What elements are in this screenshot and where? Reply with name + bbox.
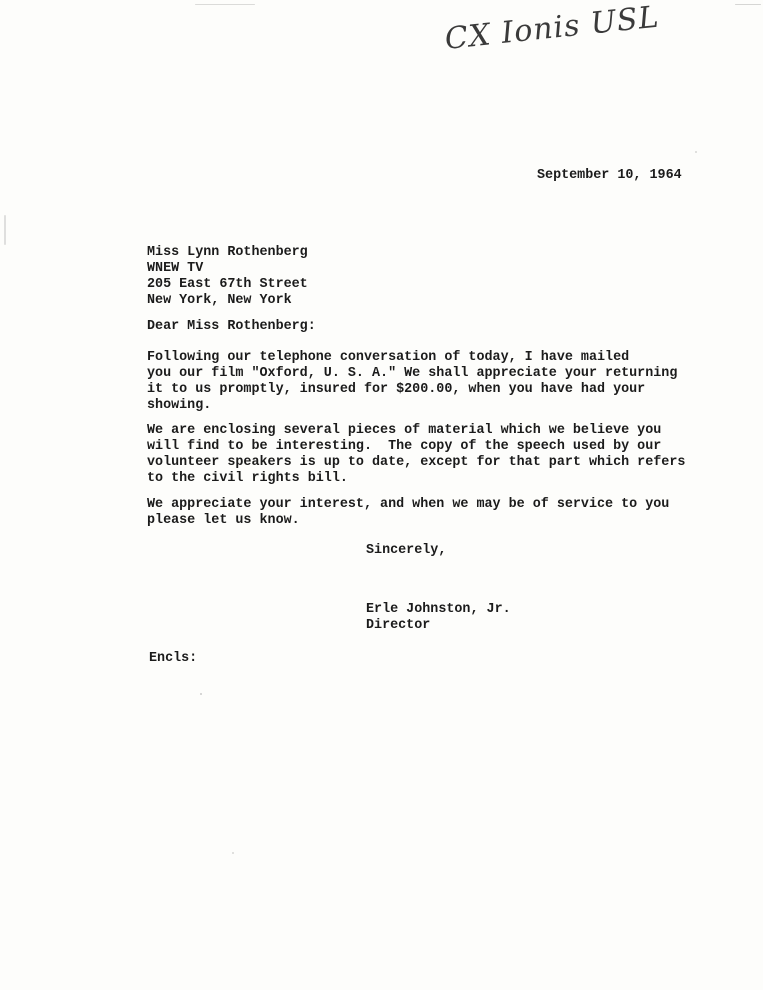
paragraph-line: please let us know. [147,513,300,528]
recipient-organization: WNEW TV [147,261,204,276]
scan-speck [200,693,202,695]
paragraph-line: will find to be interesting. The copy of the speech used by our [147,439,662,454]
body-paragraph-1 [147,350,677,414]
salutation: Dear Miss Rothenberg: [147,319,316,334]
paragraph-line: it to us promptly, insured for $200.00, when you have had your [147,382,646,397]
handwritten-annotation: CX Ionis USL [443,0,662,57]
recipient-address [147,245,308,309]
paragraph-line: you our film "Oxford, U. S. A." We shall appreciate your returning [147,366,678,381]
scan-speck [232,852,234,854]
recipient-street: 205 East 67th Street [147,277,308,292]
scan-speck [695,151,697,153]
enclosures-note: Encls: [149,651,198,666]
scan-speck [4,215,6,245]
scan-speck [735,4,761,5]
signer-title: Director [366,618,431,633]
letter-date: September 10, 1964 [537,168,682,183]
paragraph-line: volunteer speakers is up to date, except for that part which refers [147,455,686,470]
signer-name: Erle Johnston, Jr. [366,602,511,617]
paragraph-line: to the civil rights bill. [147,471,348,486]
closing: Sincerely, [366,543,447,558]
paragraph-line: We appreciate your interest, and when we may be of service to you [147,497,670,512]
paragraph-line: showing. [147,398,212,413]
body-paragraph-2 [147,423,685,487]
paragraph-line: We are enclosing several pieces of material which we believe you [147,423,662,438]
recipient-city: New York, New York [147,293,292,308]
scan-speck [195,4,255,5]
recipient-name: Miss Lynn Rothenberg [147,245,308,260]
paragraph-line: Following our telephone conversation of today, I have mailed [147,350,630,365]
body-paragraph-3 [147,497,669,529]
